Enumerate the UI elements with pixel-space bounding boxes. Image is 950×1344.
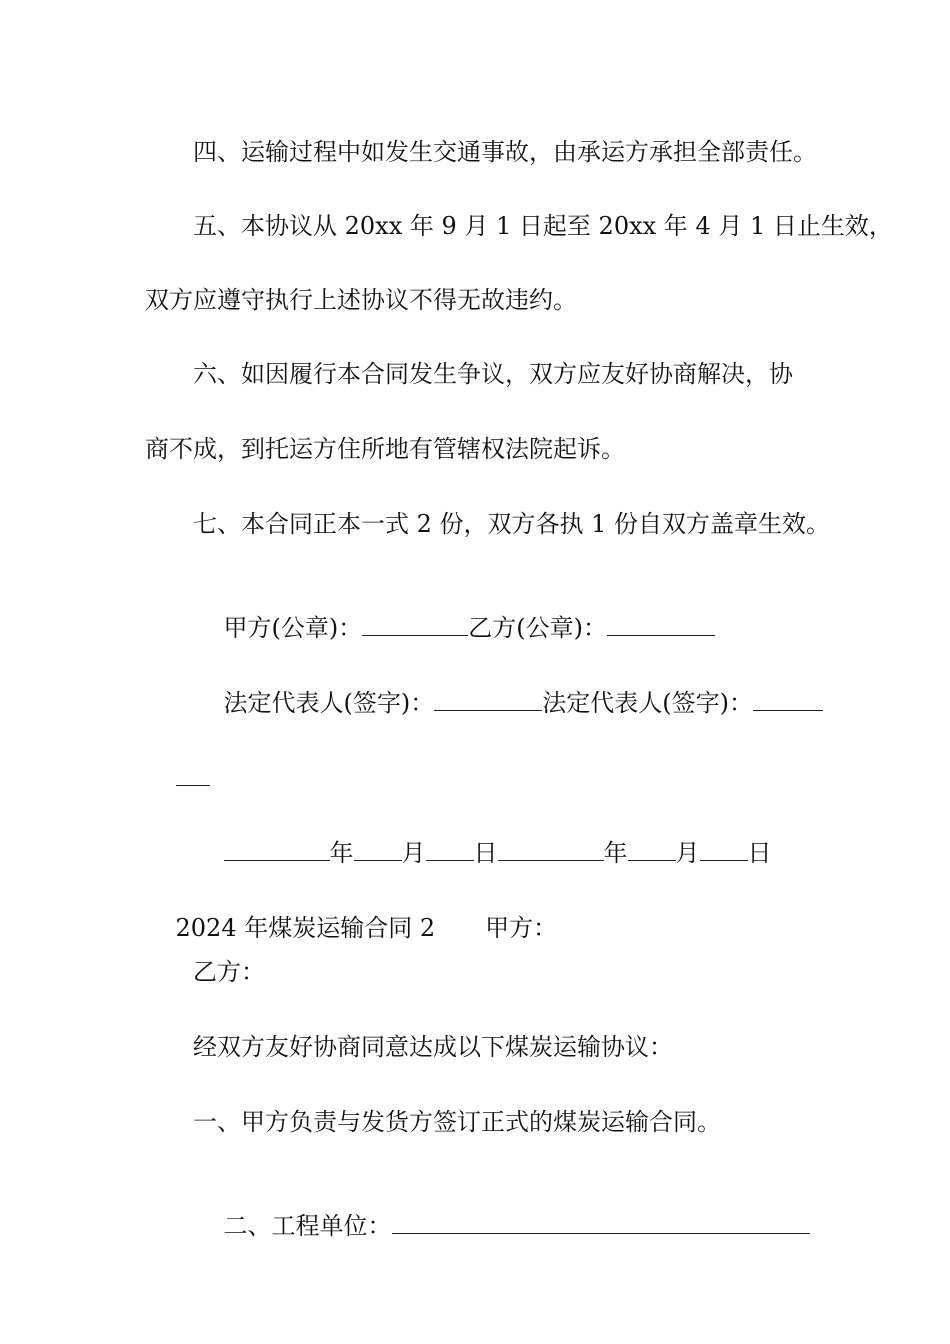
clause-5-line-1: 五、本协议从 20xx 年 9 月 1 日起至 20xx 年 4 月 1 日止生效， xyxy=(193,212,893,240)
contract-2-title-line xyxy=(145,883,558,942)
date-b-day-blank xyxy=(700,838,748,861)
party-b-seal-blank xyxy=(607,613,715,636)
project-unit-blank xyxy=(392,1211,810,1234)
date-b-day-label: 日 xyxy=(747,839,772,867)
clause-6-line-2: 商不成，到托运方住所地有管辖权法院起诉。 xyxy=(145,435,625,463)
representative-line xyxy=(193,658,823,717)
party-b-seal-label: 乙方(公章)： xyxy=(468,614,607,642)
contract-2-clause-2 xyxy=(193,1181,810,1240)
contract-2-party-b-label: 乙方： xyxy=(193,958,265,986)
date-a-month-blank xyxy=(354,838,402,861)
date-line xyxy=(193,808,772,867)
clause-7: 七、本合同正本一式 2 份，双方各执 1 份自双方盖章生效。 xyxy=(193,510,831,538)
contract-2-party-a-label: 甲方： xyxy=(485,914,558,942)
party-a-seal-blank xyxy=(362,613,468,636)
seal-line xyxy=(193,583,715,642)
date-b-month-blank xyxy=(628,838,676,861)
clause-4: 四、运输过程中如发生交通事故，由承运方承担全部责任。 xyxy=(193,138,817,166)
rep-a-label: 法定代表人(签字)： xyxy=(223,689,435,717)
rep-b-blank xyxy=(753,688,823,711)
contract-2-intro: 经双方友好协商同意达成以下煤炭运输协议： xyxy=(193,1033,673,1061)
representative-line-wrap xyxy=(145,733,210,763)
party-a-seal-label: 甲方(公章)： xyxy=(223,614,363,642)
rep-a-blank xyxy=(434,688,542,711)
date-a-year-label: 年 xyxy=(329,839,354,867)
clause-5-line-2: 双方应遵守执行上述协议不得无故违约。 xyxy=(145,286,577,314)
date-b-year-label: 年 xyxy=(603,839,628,867)
project-unit-label: 二、工程单位： xyxy=(223,1212,392,1240)
date-a-day-blank xyxy=(426,838,474,861)
contract-2-clause-1: 一、甲方负责与发货方签订正式的煤炭运输合同。 xyxy=(193,1108,721,1136)
rep-b-label: 法定代表人(签字)： xyxy=(542,689,753,717)
clause-6-line-1: 六、如因履行本合同发生争议，双方应友好协商解决，协 xyxy=(193,360,793,388)
contract-2-title: 2024 年煤炭运输合同 2 xyxy=(175,914,436,942)
date-a-day-label: 日 xyxy=(473,839,498,867)
rep-b-blank-continued xyxy=(176,763,210,786)
date-b-month-label: 月 xyxy=(675,839,700,867)
date-a-month-label: 月 xyxy=(401,839,426,867)
date-a-year-blank xyxy=(224,838,330,861)
date-b-year-blank xyxy=(498,838,604,861)
